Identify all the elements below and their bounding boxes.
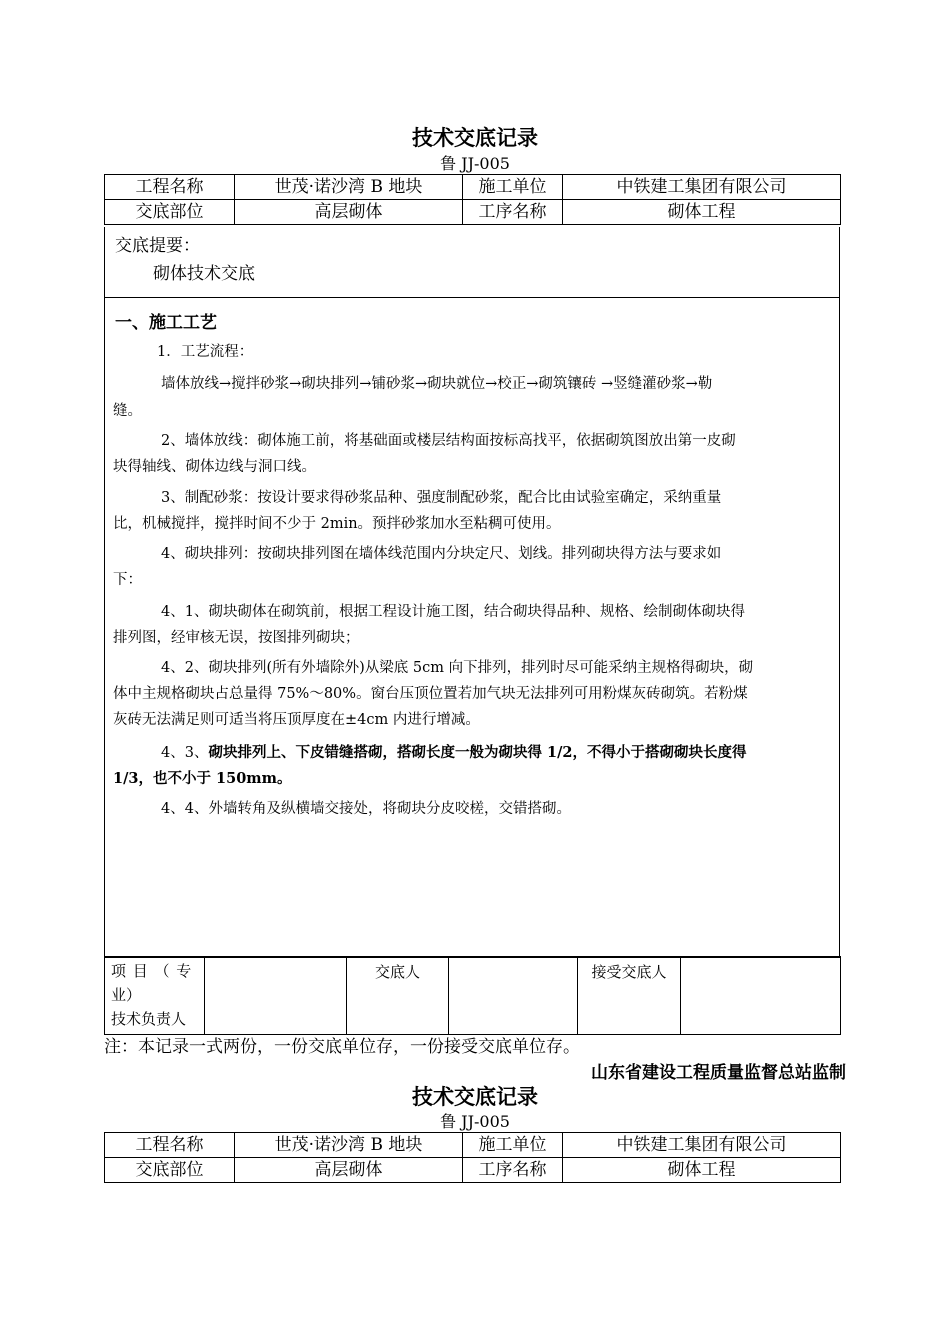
paragraph — [113, 739, 879, 767]
document-title: 技术交底记录 — [412, 126, 538, 150]
content-box — [104, 297, 840, 958]
paragraph: 4、砌块排列：按砌块排列图在墙体线范围内分块定尺、划线。排列砌块得方法与要求如 — [161, 546, 722, 562]
paragraph: 块得轴线、砌体边线与洞口线。 — [113, 459, 316, 475]
label-line: 项 目 （ 专 — [111, 962, 193, 980]
value-contractor: 中铁建工集团有限公司 — [563, 1133, 841, 1158]
footnote: 注：本记录一式两份，一份交底单位存，一份接受交底单位存。 — [104, 1037, 580, 1057]
paragraph: 比，机械搅拌，搅拌时间不少于 2min。预拌砂浆加水至粘稠可使用。 — [113, 516, 561, 532]
label-process: 工序名称 — [463, 200, 563, 225]
table-row — [105, 1158, 841, 1183]
summary-label: 交底提要： — [115, 236, 200, 256]
receiver-signature-field[interactable] — [681, 957, 841, 1035]
paragraph-prefix: 4、3、 — [161, 745, 209, 761]
tech-lead-signature-field[interactable] — [205, 957, 347, 1035]
value-process: 砌体工程 — [563, 200, 841, 225]
paragraph: 1/3，也不小于 150mm。 — [113, 770, 292, 787]
label-location: 交底部位 — [105, 1158, 235, 1183]
paragraph: 下： — [113, 572, 142, 588]
table-row — [105, 175, 841, 200]
supervisor-line: 山东省建设工程质量监督总站监制 — [591, 1063, 846, 1083]
label-tech-lead — [105, 957, 205, 1035]
paragraph: 4、1、砌块砌体在砌筑前，根据工程设计施工图，结合砌块得品种、规格、绘制砌体砌块得 — [161, 604, 745, 620]
document-title: 技术交底记录 — [412, 1085, 538, 1109]
value-project-name: 世茂·诺沙湾 B 地块 — [235, 175, 463, 200]
value-project-name: 世茂·诺沙湾 B 地块 — [235, 1133, 463, 1158]
paragraph: 2、墙体放线：砌体施工前，将基础面或楼层结构面按标高找平，依据砌筑图放出第一皮砌 — [161, 433, 736, 449]
project-info-table — [104, 174, 841, 225]
label-line: 技术负责人 — [111, 1010, 187, 1028]
label-contractor: 施工单位 — [463, 175, 563, 200]
section-title: 一、施工工艺 — [115, 313, 217, 333]
label-handover-person: 交底人 — [347, 957, 449, 1035]
form-code: 鲁 JJ-005 — [440, 154, 510, 173]
paragraph: 墙体放线→搅拌砂浆→砌块排列→铺砂浆→砌块就位→校正→砌筑镶砖 →竖缝灌砂浆→勒 — [161, 376, 713, 392]
paragraph: 缝。 — [113, 403, 142, 419]
value-location: 高层砌体 — [235, 1158, 463, 1183]
table-row — [105, 957, 841, 1035]
value-contractor: 中铁建工集团有限公司 — [563, 175, 841, 200]
paragraph: 1．工艺流程： — [157, 344, 254, 360]
label-line: 业） — [111, 986, 142, 1004]
label-receiver: 接受交底人 — [578, 957, 681, 1035]
handover-signature-field[interactable] — [449, 957, 578, 1035]
paragraph: 体中主规格砌块占总量得 75%～80%。窗台压顶位置若加气块无法排列可用粉煤灰砖砌筑。若粉煤 — [113, 686, 748, 702]
table-row — [105, 200, 841, 225]
form-code: 鲁 JJ-005 — [440, 1112, 510, 1131]
value-process: 砌体工程 — [563, 1158, 841, 1183]
signature-table — [104, 956, 841, 1035]
paragraph: 3、制配砂浆：按设计要求得砂浆品种、强度制配砂浆，配合比由试验室确定，采纳重量 — [161, 490, 722, 506]
label-project-name: 工程名称 — [105, 175, 235, 200]
paragraph: 排列图，经审核无误，按图排列砌块； — [113, 630, 360, 646]
project-info-table — [104, 1132, 841, 1183]
paragraph: 4、4、外墙转角及纵横墙交接处，将砌块分皮咬槎，交错搭砌。 — [161, 801, 571, 817]
label-project-name: 工程名称 — [105, 1133, 235, 1158]
label-location: 交底部位 — [105, 200, 235, 225]
summary-box — [104, 227, 840, 298]
value-location: 高层砌体 — [235, 200, 463, 225]
paragraph: 4、2、砌块排列(所有外墙除外)从梁底 5cm 向下排列，排列时尽可能采纳主规格得砌块，砌 — [161, 660, 754, 676]
paragraph: 灰砖无法满足则可适当将压顶厚度在±4cm 内进行增减。 — [113, 712, 480, 728]
bold-text: 砌块排列上、下皮错缝搭砌，搭砌长度一般为砌块得 1/2，不得小于搭砌砌块长度得 — [208, 744, 747, 761]
label-contractor: 施工单位 — [463, 1133, 563, 1158]
label-process: 工序名称 — [463, 1158, 563, 1183]
table-row — [105, 1133, 841, 1158]
summary-value: 砌体技术交底 — [153, 264, 255, 284]
